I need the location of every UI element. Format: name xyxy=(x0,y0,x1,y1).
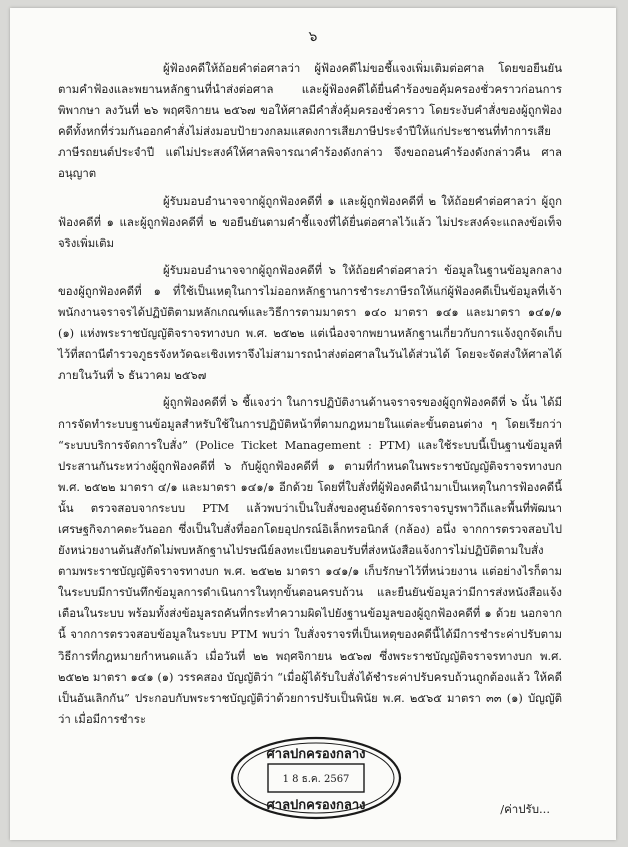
paragraph-3: ผู้รับมอบอำนาจจากผู้ถูกฟ้องคดีที่ ๖ ให้ถ้อยคำต่อศาลว่า ข้อมูลในฐานข้อมูลกลางของผู้ถูกฟ้องคดีที่ ๑ ที่ใช้เป็นเหตุในการไม่ออกหลักฐานการชำระภาษีรถให้แก่ผู้ฟ้องคดีเป็นข้อมูลที่เจ้าพนักงานจราจรได้ปฏิบัติตามหลักเกณฑ์และวิธีการตามมาตรา ๑๔๐ มาตรา ๑๔๑ และมาตรา ๑๔๑/๑ (๑) แห่งพระราชบัญญัติจราจรทางบก พ.ศ. ๒๕๒๒ แต่เนื่องจากพยานหลักฐานเกี่ยวกับการแจ้งถูกจัดเก็บไว้ที่สถานีตำรวจภูธรจังหวัดฉะเชิงเทราจึงไม่สามารถนำส่งต่อศาลในวันได้ส่วนได้ โดยจะจัดส่งให้ศาลได้ภายในวันที่ ๖ ธันวาคม ๒๕๖๗ xyxy=(58,262,562,383)
stamp-bottom-text: ศาลปกครองกลาง xyxy=(266,798,366,813)
paragraph-2: ผู้รับมอบอำนาจจากผู้ถูกฟ้องคดีที่ ๑ และผู้ถูกฟ้องคดีที่ ๒ ให้ถ้อยคำต่อศาลว่า ผู้ถูกฟ้องคดีที่ ๑ และผู้ถูกฟ้องคดีที่ ๒ ขอยืนยันตามคำชี้แจงที่ได้ยื่นต่อศาลไว้แล้ว ไม่ประสงค์จะแถลงข้อเท็จจริงเพิ่มเติม xyxy=(58,193,562,250)
page-number: ๖ xyxy=(308,29,318,45)
document-page xyxy=(10,8,616,840)
paragraph-1: ผู้ฟ้องคดีให้ถ้อยคำต่อศาลว่า ผู้ฟ้องคดีไม่ขอชี้แจงเพิ่มเติมต่อศาล โดยขอยืนยันตามคำฟ้องและพยานหลักฐานที่นำส่งต่อศาล และผู้ฟ้องคดีได้ยื่นคำร้องขอคุ้มครองชั่วคราวก่อนการพิพากษา ลงวันที่ ๒๖ พฤศจิกายน ๒๕๖๗ ขอให้ศาลมีคำสั่งคุ้มครองชั่วคราว โดยระงับคำสั่งของผู้ถูกฟ้องคดีทั้งหกที่ร่วมกันออกคำสั่งไม่ส่งมอบป้ายวงกลมแสดงการเสียภาษีประจำปีให้แก่ประชาชนที่ทำการเสียภาษีรถยนต์ประจำปี แต่ไม่ประสงค์ให้ศาลพิจารณาคำร้องดังกล่าว จึงขอถอนคำร้องดังกล่าวคืน ศาลอนุญาต xyxy=(58,61,562,181)
court-stamp xyxy=(228,734,404,822)
stamp-top-text: ศาลปกครองกลาง xyxy=(266,747,366,762)
document-body xyxy=(58,58,562,730)
continuation-marker: /ค่าปรับ... xyxy=(500,802,550,816)
court-stamp-graphic xyxy=(228,734,404,822)
stamp-date: 1 8 ธ.ค. 2567 xyxy=(282,774,350,785)
paragraph-4: ผู้ถูกฟ้องคดีที่ ๖ ชี้แจงว่า ในการปฏิบัติงานด้านจราจรของผู้ถูกฟ้องคดีที่ ๖ นั้น ได้มีการจัดทำระบบฐานข้อมูลสำหรับใช้ในการปฏิบัติหน้าที่ตามกฎหมายในแต่ละขั้นตอนต่าง ๆ โดยเรียกว่า “ระบบบริการจัดการใบสั่ง” (Police Ticket Management : PTM) และใช้ระบบนี้เป็นฐานข้อมูลที่ประสานกันระหว่างผู้ถูกฟ้องคดีที่ ๖ กับผู้ถูกฟ้องคดีที่ ๑ ตามที่กำหนดในพระราชบัญญัติจราจรทางบก พ.ศ. ๒๕๒๒ มาตรา ๔/๑ และมาตรา ๑๔๑/๑ อีกด้วย โดยที่ใบสั่งที่ผู้ฟ้องคดีนำมาเป็นเหตุในการฟ้องคดีนี้ นั้น ตรวจสอบจากระบบ PTM แล้วพบว่าเป็นใบสั่งของศูนย์จัดการจราจรบูรพาวิถีและพื้นที่พัฒนาเศรษฐกิจภาคตะวันออก ซึ่งเป็นใบสั่งที่ออกโดยอุปกรณ์อิเล็กทรอนิกส์ (กล้อง) อนึ่ง จากการตรวจสอบไปยังหน่วยงานต้นสังกัดไม่พบหลักฐานไปรษณีย์ลงทะเบียนตอบรับที่ส่งหนังสือแจ้งการไม่ปฏิบัติตามใบสั่งตามพระราชบัญญัติจราจรทางบก พ.ศ. ๒๕๒๒ มาตรา ๑๔๑/๑ เก็บรักษาไว้ที่หน่วยงาน แต่อย่างไรก็ตาม ในระบบมีการบันทึกข้อมูลการดำเนินการในทุกขั้นตอนครบถ้วน และยืนยันข้อมูลว่ามีการส่งหนังสือแจ้งเตือนในระบบ พร้อมทั้งส่งข้อมูลรถคันที่กระทำความผิดไปยังฐานข้อมูลของผู้ถูกฟ้องคดีที่ ๑ ด้วย นอกจากนี้ จากการตรวจสอบข้อมูลในระบบ PTM พบว่า ใบสั่งจราจรที่เป็นเหตุของคดีนี้ได้มีการชำระค่าปรับตามวิธีการที่กฎหมายกำหนดแล้ว เมื่อวันที่ ๒๒ พฤศจิกายน ๒๕๖๗ ซึ่งพระราชบัญญัติจราจรทางบก พ.ศ. ๒๕๒๒ มาตรา ๑๔๑ (๑) วรรคสอง บัญญัติว่า “เมื่อผู้ได้รับใบสั่งได้ชำระค่าปรับครบถ้วนถูกต้องแล้ว ให้คดีเป็นอันเลิกกัน” ประกอบกับพระราชบัญญัติว่าด้วยการปรับเป็นพินัย พ.ศ. ๒๕๖๕ มาตรา ๓๓ (๑) บัญญัติว่า เมื่อมีการชำระ xyxy=(58,395,562,726)
